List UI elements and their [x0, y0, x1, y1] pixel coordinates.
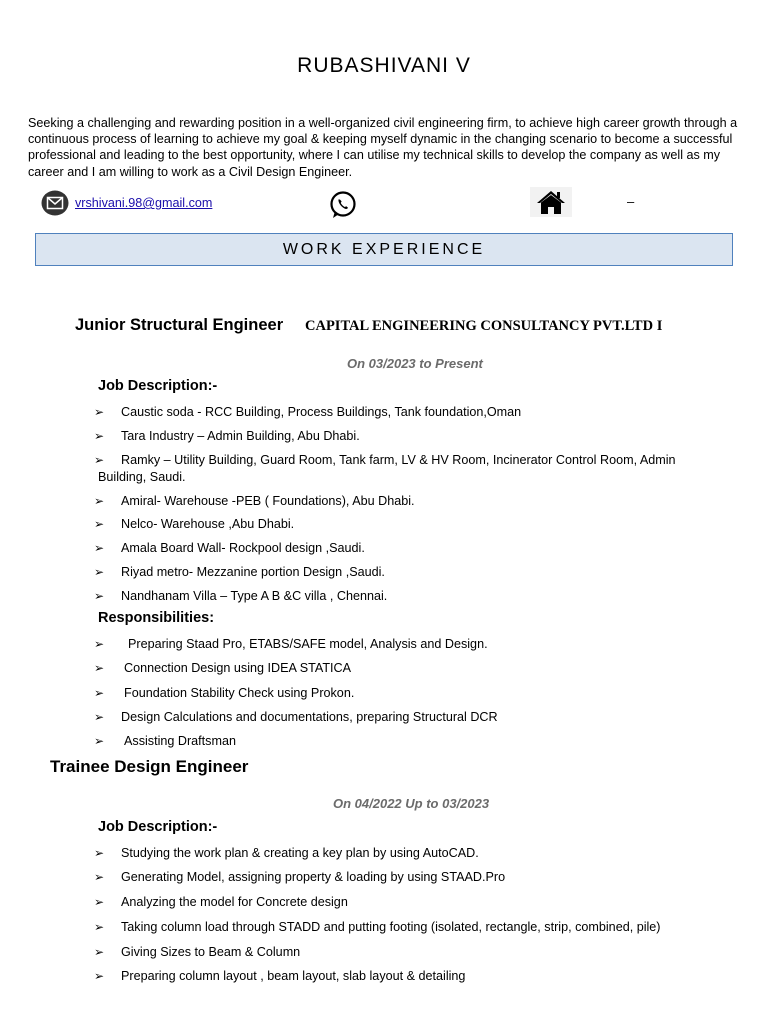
bullet-arrow: ➢: [94, 895, 105, 909]
bullet-arrow: ➢: [94, 494, 105, 508]
bullet-arrow: ➢: [94, 846, 105, 860]
candidate-name: RUBASHIVANI V: [297, 54, 471, 77]
job-title: Trainee Design Engineer: [50, 757, 249, 776]
bullet-arrow: ➢: [94, 405, 105, 419]
responsibilities-heading: Responsibilities:: [98, 610, 215, 626]
email-link[interactable]: vrshivani.98@gmail.com: [75, 196, 213, 210]
career-objective: Seeking a challenging and rewarding position in a well-organized civil engineering firm, to achieve high career growth through a continuous process of learning to achieve my goal & keeping myself dynamic in the changing scenario to become a successful professional and leading to the best opportunity, where I can utilise my technical skills to develop the company as well as my career and I am willing to work as a Civil Design Engineer.: [28, 116, 738, 179]
bullet-arrow: ➢: [94, 870, 105, 884]
contact-row: [0, 186, 768, 220]
job-dates: On 03/2023 to Present: [347, 356, 483, 371]
bullet-arrow: ➢: [94, 661, 105, 675]
bullet-arrow: ➢: [94, 686, 105, 700]
home-icon: [530, 187, 572, 217]
bullet-arrow: ➢: [94, 589, 105, 603]
bullet-arrow: ➢: [94, 969, 105, 983]
bullet-arrow: ➢: [94, 945, 105, 959]
company-name: CAPITAL ENGINEERING CONSULTANCY PVT.LTD I: [305, 318, 663, 334]
whatsapp-icon: [328, 190, 358, 220]
bullet-arrow: ➢: [94, 920, 105, 934]
bullet-arrow: ➢: [94, 565, 105, 579]
address-text: –: [627, 194, 635, 209]
job-description-heading: Job Description:-: [98, 819, 218, 835]
job-description-heading: Job Description:-: [98, 378, 218, 394]
bullet-arrow: ➢: [94, 429, 105, 443]
job-title: Junior Structural Engineer: [75, 316, 284, 334]
envelope-icon: [41, 190, 69, 216]
section-header-work-experience: WORK EXPERIENCE: [35, 233, 733, 266]
bullet-arrow: ➢: [94, 517, 105, 531]
bullet-arrow: ➢: [94, 637, 105, 651]
bullet-arrow: ➢: [94, 710, 105, 724]
bullet-arrow: ➢: [94, 734, 105, 748]
job-dates: On 04/2022 Up to 03/2023: [333, 796, 490, 811]
bullet-arrow: ➢: [94, 453, 105, 467]
bullet-arrow: ➢: [94, 541, 105, 555]
